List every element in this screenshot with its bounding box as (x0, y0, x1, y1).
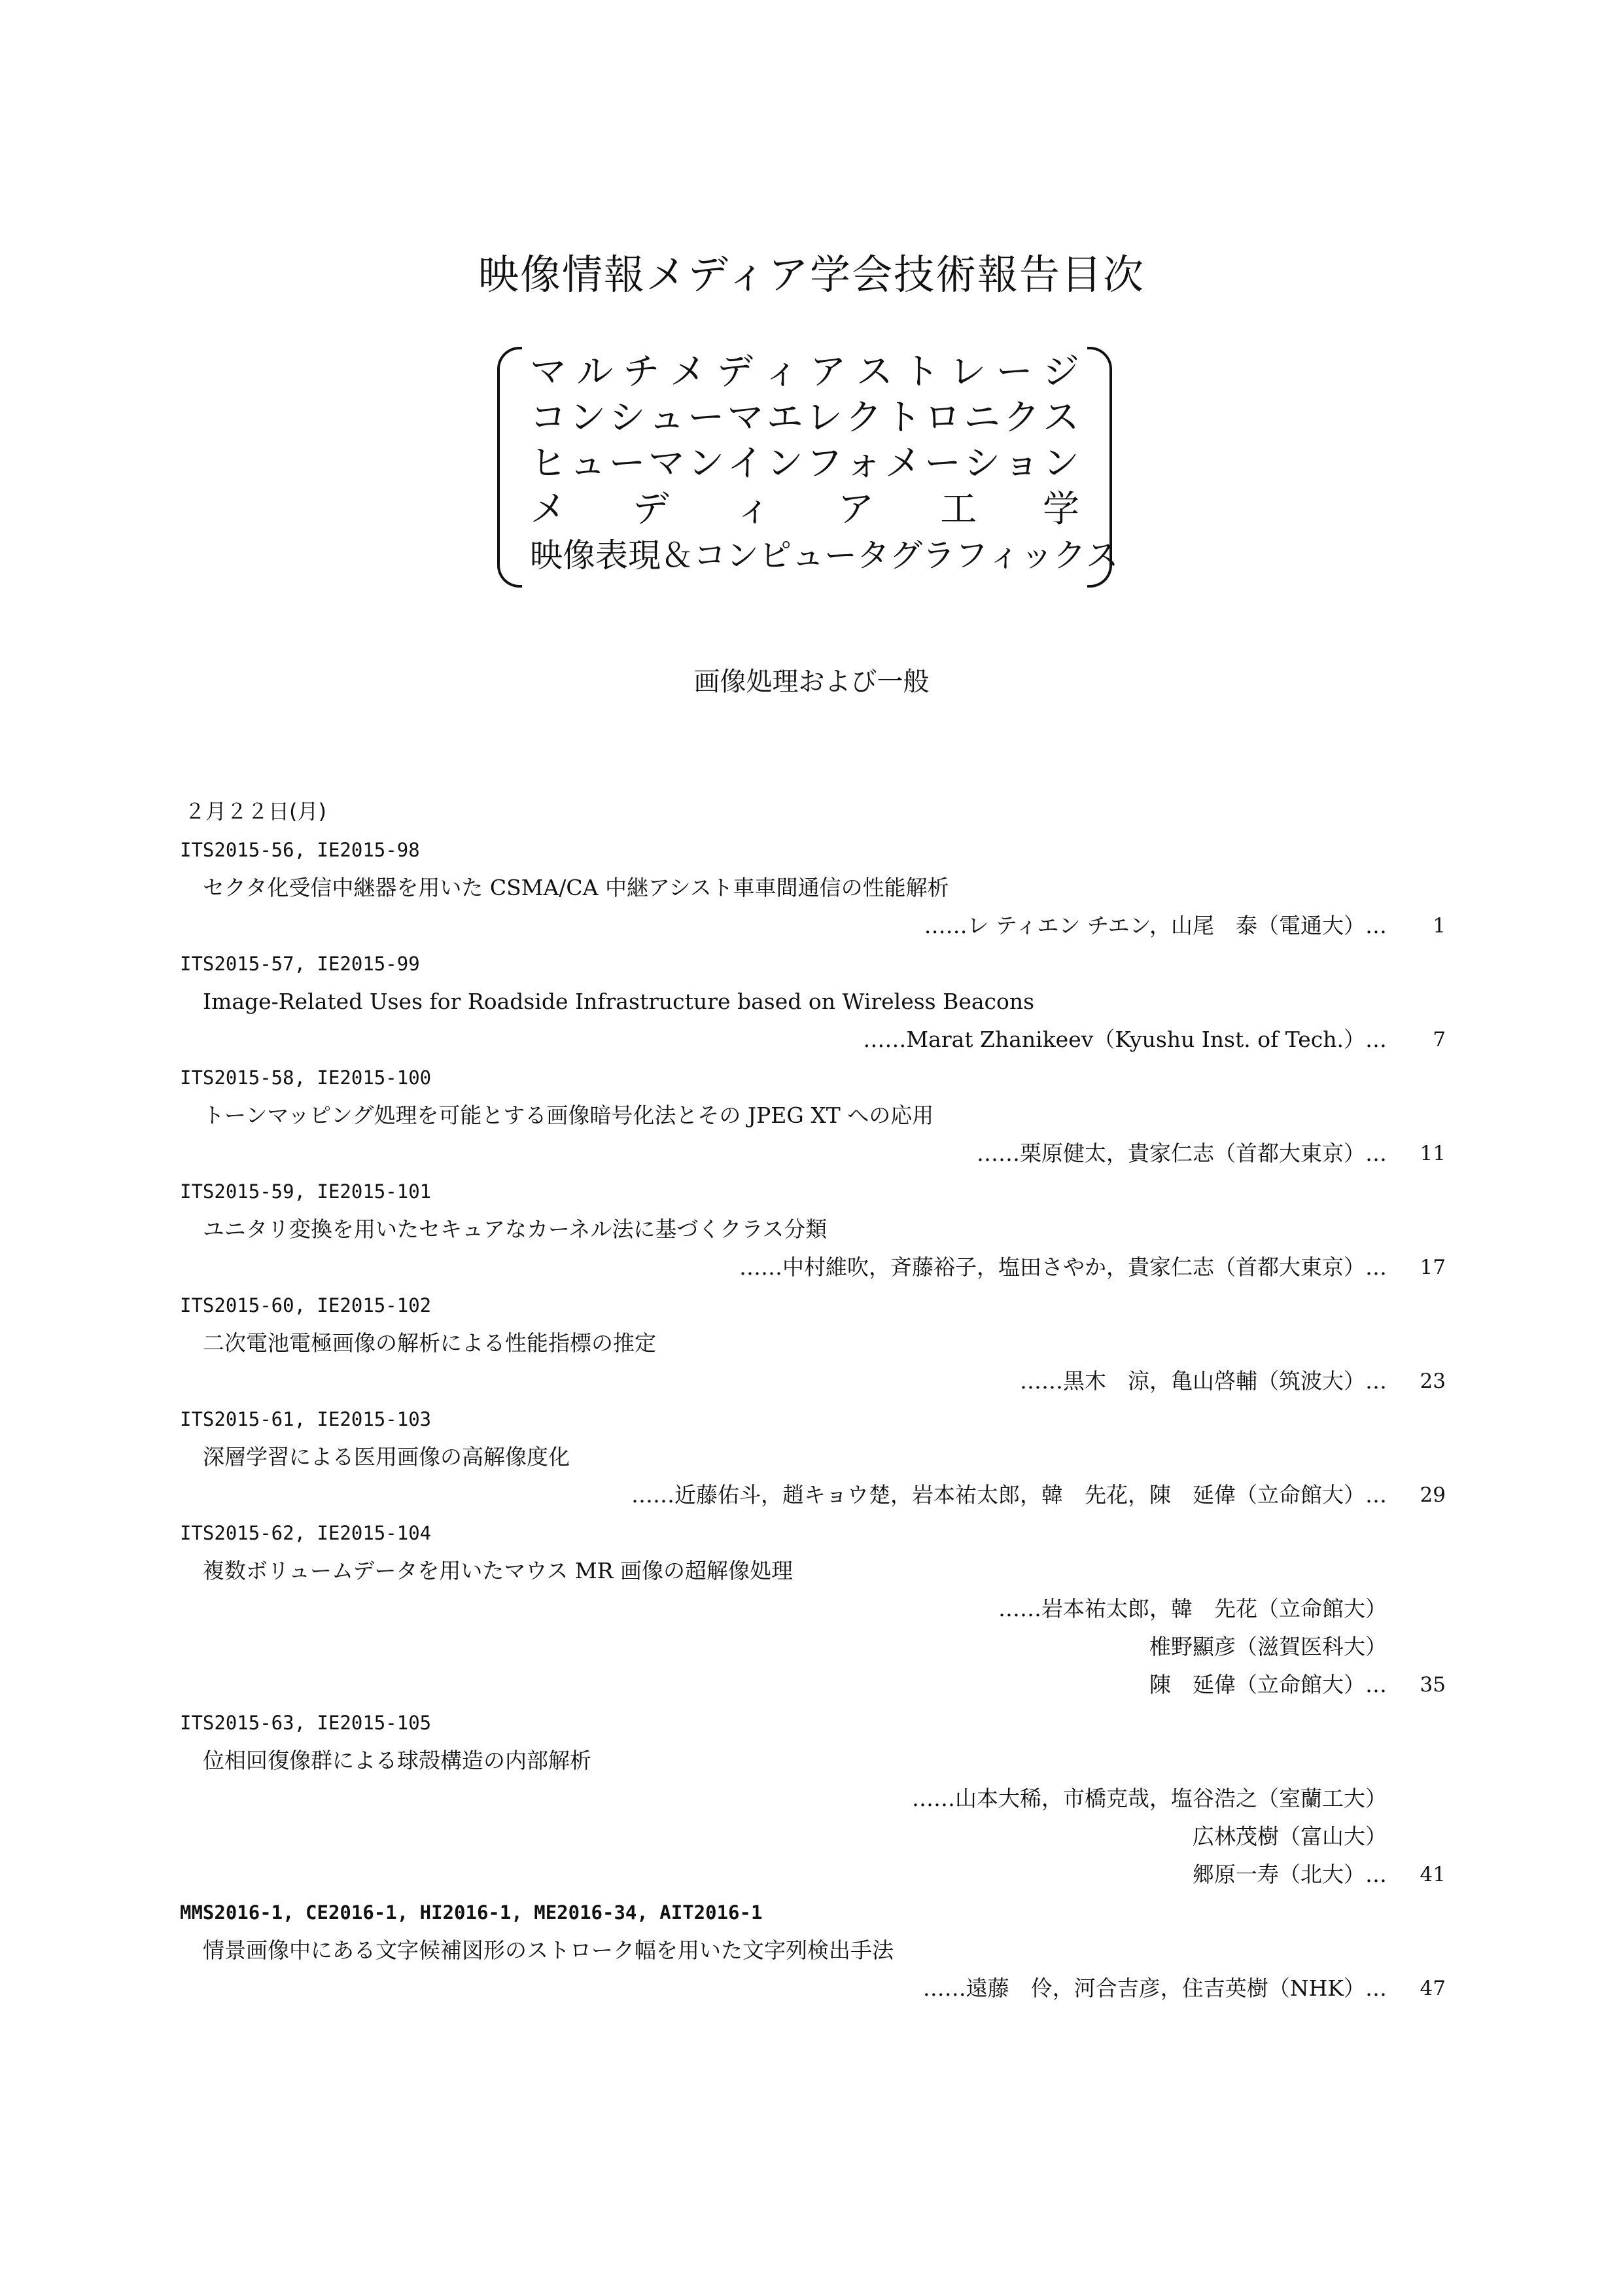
committee-char: ュ (648, 397, 685, 439)
committee-char: 像 (563, 537, 595, 574)
committee-char: デ (632, 488, 669, 531)
committee-char: ュ (569, 442, 606, 485)
committee-name (530, 441, 1079, 487)
committee-char: ク (1003, 397, 1040, 439)
committee-char: 学 (1042, 488, 1079, 531)
paper-title: 複数ボリュームデータを用いたマウス MR 画像の超解像処理 (203, 1558, 793, 1583)
committee-char: ス (1042, 397, 1079, 439)
committee-char: マ (727, 397, 764, 439)
committee-char: エ (766, 397, 803, 439)
page-number: 29 (1420, 1483, 1446, 1507)
author-text: ……山本大稀，市橋克哉，塩谷浩之（室蘭工大） (912, 1786, 1387, 1811)
committee-name (530, 349, 1079, 395)
paper-authors (180, 1248, 1446, 1286)
committee-char: ＆ (661, 537, 693, 574)
committee-char: デ (716, 351, 754, 393)
committee-char: ン (569, 397, 606, 439)
toc-list (180, 831, 1446, 2007)
committee-char: ラ (922, 537, 955, 574)
paper-code: ITS2015-59, IE2015-101 (180, 1180, 432, 1203)
committee-char: ト (884, 397, 922, 439)
toc-entry (180, 1704, 1446, 1894)
paper-authors (180, 1969, 1446, 2007)
committee-name (530, 533, 1119, 578)
toc-entry (180, 945, 1446, 1059)
author-text: ……中村維吹，斉藤裕子，塩田さやか，貴家仁志（首都大東京）… (739, 1254, 1387, 1280)
committee-char: ア (837, 488, 875, 531)
paper-code: MMS2016-1, CE2016-1, HI2016-1, ME2016-34, AIT2016-1 (180, 1901, 763, 1924)
paper-authors (180, 1362, 1446, 1400)
committee-char: ヒ (530, 442, 567, 485)
committee-char: コ (693, 537, 726, 574)
committee-char: ー (824, 537, 857, 574)
committee-char: ー (608, 442, 646, 485)
author-text: 郷原一寿（北大）… (1193, 1862, 1387, 1887)
toc-entry (180, 1173, 1446, 1286)
paper-authors (180, 1856, 1446, 1894)
paper-authors (180, 1628, 1446, 1666)
committee-char: ト (903, 351, 940, 393)
committee-char: グ (890, 537, 922, 574)
page-number: 17 (1420, 1256, 1446, 1279)
paper-title: Image-Related Uses for Roadside Infrastructure based on Wireless Beacons (203, 989, 1035, 1014)
committee-char: ー (688, 397, 725, 439)
committee-char: メ (884, 442, 922, 485)
session-subtitle: 画像処理および一般 (693, 667, 930, 697)
paper-title: 位相回復像群による球殻構造の内部解析 (203, 1748, 591, 1773)
toc-entry (180, 831, 1446, 945)
committee-char: ー (924, 442, 961, 485)
committee-char: シ (964, 442, 1001, 485)
committee-char: 工 (940, 488, 977, 531)
paper-code: ITS2015-61, IE2015-103 (180, 1408, 432, 1430)
committee-char: ョ (1003, 442, 1040, 485)
committee-char: マ (648, 442, 685, 485)
paper-authors (180, 1021, 1446, 1059)
committee-char: ク (845, 397, 882, 439)
committee-char: ス (856, 351, 893, 393)
page-number: 41 (1420, 1863, 1446, 1886)
paper-authors (180, 1590, 1446, 1628)
committee-char: ア (809, 351, 846, 393)
committee-list (497, 347, 1119, 582)
committee-char: ン (688, 442, 725, 485)
committee-char: 表 (595, 537, 628, 574)
committee-char: フ (955, 537, 988, 574)
committee-char: ロ (924, 397, 961, 439)
page-number: 11 (1420, 1142, 1446, 1165)
toc-entry (180, 1400, 1446, 1514)
committee-char: ン (726, 537, 759, 574)
page-number: 23 (1420, 1369, 1446, 1393)
committee-char: タ (857, 537, 890, 574)
paper-authors (180, 1818, 1446, 1856)
author-text: ……栗原健太，貴家仁志（首都大東京）… (977, 1140, 1387, 1166)
paper-code: ITS2015-63, IE2015-105 (180, 1712, 432, 1734)
committee-char: マ (530, 351, 567, 393)
paper-authors (180, 1780, 1446, 1818)
toc-entry (180, 1059, 1446, 1173)
committee-char: ジ (1042, 351, 1079, 393)
page-number: 47 (1420, 1977, 1446, 2000)
author-text: 広林茂樹（富山大） (1193, 1824, 1387, 1849)
committee-name (530, 487, 1079, 533)
toc-entry (180, 1286, 1446, 1400)
paper-code: ITS2015-57, IE2015-99 (180, 953, 420, 975)
committee-char: ク (1053, 537, 1086, 574)
author-text: ……遠藤 伶，河合吉彦，住吉英樹（NHK）… (922, 1975, 1387, 2001)
committee-char: 映 (530, 537, 563, 574)
toc-entry (180, 1894, 1446, 2007)
committee-char: ォ (845, 442, 882, 485)
paper-title: 情景画像中にある文字候補図形のストローク幅を用いた文字列検出手法 (203, 1937, 894, 1963)
committee-name (530, 395, 1079, 441)
committee-char: ン (1042, 442, 1079, 485)
committee-char: ー (996, 351, 1033, 393)
paper-authors (180, 907, 1446, 945)
paper-authors (180, 1135, 1446, 1173)
paper-authors (180, 1666, 1446, 1704)
committee-char: ピ (759, 537, 792, 574)
author-text: ……岩本祐太郎，韓 先花（立命館大） (998, 1596, 1387, 1621)
paper-title: 二次電池電極画像の解析による性能指標の推定 (203, 1330, 656, 1356)
author-text: 陳 延偉（立命館大）… (1149, 1672, 1387, 1697)
committee-char: メ (669, 351, 707, 393)
page-number: 35 (1420, 1673, 1446, 1697)
left-bracket (497, 347, 522, 588)
paper-code: ITS2015-62, IE2015-104 (180, 1522, 432, 1544)
committee-char: チ (623, 351, 660, 393)
paper-authors (180, 1476, 1446, 1514)
committee-char: ン (766, 442, 803, 485)
committee-char: ィ (988, 537, 1021, 574)
committee-char: フ (806, 442, 843, 485)
author-text: ……レ ティエン チエン，山尾 泰（電通大）… (924, 913, 1387, 938)
session-date: ２月２２日(月) (184, 799, 326, 824)
committee-char: 現 (628, 537, 661, 574)
page-title: 映像情報メディア学会技術報告目次 (478, 251, 1145, 298)
paper-code: ITS2015-58, IE2015-100 (180, 1067, 432, 1089)
author-text: ……近藤佑斗，趙キョウ楚，岩本祐太郎，韓 先花，陳 延偉（立命館大）… (631, 1482, 1387, 1508)
committee-char: ュ (792, 537, 824, 574)
committee-char: メ (530, 488, 567, 531)
committee-char: ィ (763, 351, 800, 393)
paper-title: トーンマッピング処理を可能とする画像暗号化法とその JPEG XT への応用 (203, 1103, 934, 1128)
paper-code: ITS2015-60, IE2015-102 (180, 1294, 432, 1316)
committee-char: レ (806, 397, 843, 439)
page-number: 1 (1433, 914, 1446, 938)
paper-title: 深層学習による医用画像の高解像度化 (203, 1444, 570, 1470)
toc-entry (180, 1514, 1446, 1704)
author-text: 椎野顯彦（滋賀医科大） (1149, 1634, 1387, 1659)
paper-title: セクタ化受信中継器を用いた CSMA/CA 中継アシスト車車間通信の性能解析 (203, 875, 949, 900)
committee-char: コ (530, 397, 567, 439)
committee-char: ッ (1021, 537, 1053, 574)
committee-char: シ (608, 397, 646, 439)
committee-char: ル (576, 351, 614, 393)
committee-char: イ (727, 442, 764, 485)
committee-char: ス (1086, 537, 1119, 574)
committee-char: ニ (964, 397, 1001, 439)
committee-char: レ (949, 351, 986, 393)
paper-code: ITS2015-56, IE2015-98 (180, 839, 420, 861)
paper-title: ユニタリ変換を用いたセキュアなカーネル法に基づくクラス分類 (203, 1216, 828, 1242)
author-text: ……黒木 涼，亀山啓輔（筑波大）… (1020, 1368, 1387, 1394)
page-number: 7 (1433, 1028, 1446, 1051)
author-text: ……Marat Zhanikeev（Kyushu Inst. of Tech.）… (863, 1027, 1387, 1052)
committee-char: ィ (735, 488, 772, 531)
